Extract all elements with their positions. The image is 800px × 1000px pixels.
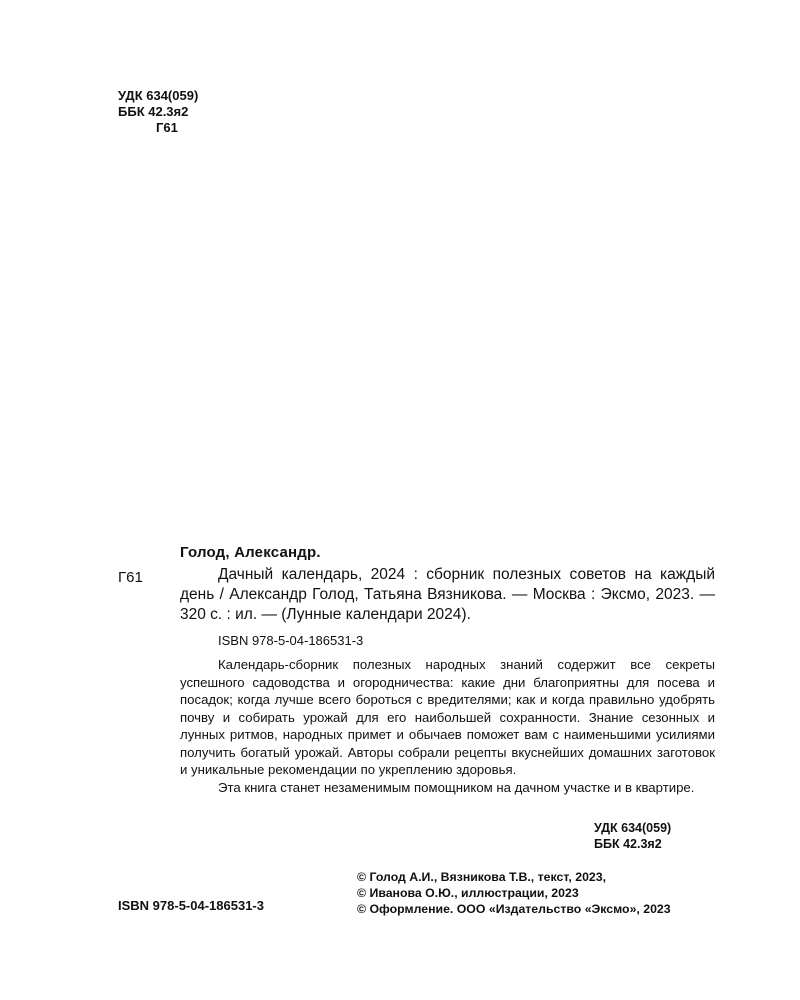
copyright-line: © Оформление. ООО «Издательство «Эксмо», 2023 [357,902,671,916]
record-author-sign: Г61 [118,569,143,586]
classification-block [118,88,198,136]
copyright-line: © Иванова О.Ю., иллюстрации, 2023 [357,886,579,900]
bbk-code: ББК 42.3я2 [118,104,189,119]
description-text: Дачный календарь, 2024 : сборник полезных советов на каждый день / Александр Голод, Татьяна Вязникова. — Москва : Эксмо, 2023. — 320 с. : ил. — (Лунные календари 2024). [180,566,715,623]
bbk-code-right: ББК 42.3я2 [594,837,662,851]
classification-right [594,820,714,852]
annotation [180,656,715,796]
annotation-paragraph-2: Эта книга станет незаменимым помощником на дачном участке и в квартире. [218,779,695,795]
record-author: Голод, Александр. [180,544,321,561]
author-sign: Г61 [156,120,178,135]
record-isbn: ISBN 978-5-04-186531-3 [218,633,364,648]
annotation-paragraph-1: Календарь-сборник полезных народных знаний содержит все секреты успешного садоводства и огородничества: какие дни благоприятны для посева и посадок; когда лучше всего бороться с вредителями; как и когда правильно удобрять почву и собирать урожай для его наибольшей сохранности. Знание сезонных и лунных ритмов, народных примет и обычаев поможет вам с наименьшими усилиями получить богатый урожай. Авторы собрали рецепты вкуснейших домашних заготовок и уникальные рекомендации по укреплению здоровья. [180,657,715,777]
isbn-bottom: ISBN 978-5-04-186531-3 [118,898,264,913]
copyright-block [357,869,671,917]
udk-code: УДК 634(059) [118,88,199,103]
copyright-line: © Голод А.И., Вязникова Т.В., текст, 2023, [357,870,607,884]
udk-code-right: УДК 634(059) [594,821,672,835]
bibliographic-description [180,565,715,625]
